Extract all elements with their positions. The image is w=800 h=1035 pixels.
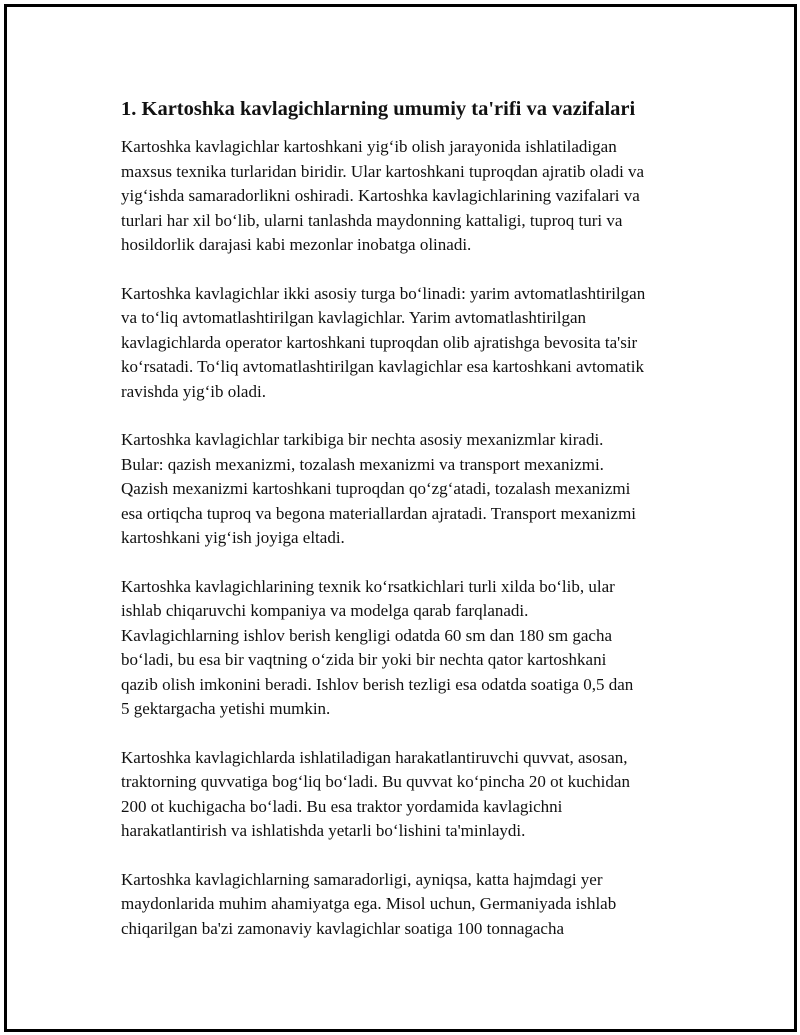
text-line: yig‘ishda samaradorlikni oshiradi. Kartoshka kavlagichlarining vazifalari va bbox=[121, 186, 640, 205]
text-line: Kartoshka kavlagichlarda ishlatiladigan harakatlantiruvchi quvvat, asosan, bbox=[121, 747, 628, 767]
text-line: Kartoshka kavlagichlarning samaradorligi, ayniqsa, katta hajmdagi yer bbox=[121, 869, 603, 889]
text-line: Kartoshka kavlagichlar tarkibiga bir nechta asosiy mexanizmlar kiradi. bbox=[121, 430, 604, 449]
paragraph bbox=[121, 575, 693, 722]
text-line: kartoshkani yig‘ish joyiga eltadi. bbox=[121, 528, 345, 547]
text-line: traktorning quvvatiga bog‘liq bo‘ladi. Bu quvvat ko‘pincha 20 ot kuchidan bbox=[121, 772, 630, 791]
page-frame bbox=[4, 4, 797, 1032]
text-line: turlari har xil bo‘lib, ularni tanlashda maydonning kattaligi, tuproq turi va bbox=[121, 210, 623, 230]
text-line: ishlab chiqaruvchi kompaniya va modelga qarab farqlanadi. bbox=[121, 601, 529, 620]
text-line: kavlagichlarda operator kartoshkani tuproqdan olib ajratishga bevosita ta'sir bbox=[121, 332, 638, 352]
text-line: Qazish mexanizmi kartoshkani tuproqdan qo‘zg‘atadi, tozalash mexanizmi bbox=[121, 479, 631, 498]
text-line: bo‘ladi, bu esa bir vaqtning o‘zida bir yoki bir nechta qator kartoshkani bbox=[121, 650, 607, 669]
text-line: hosildorlik darajasi kabi mezonlar inobatga olinadi. bbox=[121, 235, 472, 254]
paragraph bbox=[121, 746, 693, 844]
text-line: esa ortiqcha tuproq va begona materiallardan ajratadi. Transport mexanizmi bbox=[121, 503, 637, 523]
text-line: qazib olish imkonini beradi. Ishlov berish tezligi esa odatda soatiga 0,5 dan bbox=[121, 674, 634, 694]
paragraph bbox=[121, 282, 693, 405]
text-line: ko‘rsatadi. To‘liq avtomatlashtirilgan kavlagichlar esa kartoshkani avtomatik bbox=[121, 357, 644, 376]
text-line: 200 ot kuchigacha bo‘ladi. Bu esa traktor yordamida kavlagichni bbox=[121, 796, 563, 816]
text-line: 5 gektargacha yetishi mumkin. bbox=[121, 699, 331, 718]
page-content bbox=[121, 95, 693, 965]
text-line: Kartoshka kavlagichlar kartoshkani yig‘ib olish jarayonida ishlatiladigan bbox=[121, 137, 617, 156]
text-line: Kavlagichlarning ishlov berish kengligi odatda 60 sm dan 180 sm gacha bbox=[121, 625, 613, 645]
paragraph bbox=[121, 428, 693, 551]
text-line: maydonlarida muhim ahamiyatga ega. Misol uchun, Germaniyada ishlab bbox=[121, 894, 617, 913]
text-line: ravishda yig‘ib oladi. bbox=[121, 381, 266, 401]
paragraph bbox=[121, 135, 693, 258]
text-line: Kartoshka kavlagichlarining texnik ko‘rsatkichlari turli xilda bo‘lib, ular bbox=[121, 576, 615, 596]
text-line: harakatlantirish va ishlatishda yetarli bo‘lishini ta'minlaydi. bbox=[121, 821, 526, 840]
text-line: chiqarilgan ba'zi zamonaviy kavlagichlar soatiga 100 tonnagacha bbox=[121, 918, 564, 938]
paragraph-list bbox=[121, 135, 693, 941]
text-line: Kartoshka kavlagichlar ikki asosiy turga bo‘linadi: yarim avtomatlashtirilgan bbox=[121, 283, 646, 303]
text-line: Bular: qazish mexanizmi, tozalash mexanizmi va transport mexanizmi. bbox=[121, 454, 604, 474]
text-line: va to‘liq avtomatlashtirilgan kavlagichlar. Yarim avtomatlashtirilgan bbox=[121, 308, 587, 327]
text-line: maxsus texnika turlaridan biridir. Ular kartoshkani tuproqdan ajratib oladi va bbox=[121, 161, 645, 181]
section-heading: 1. Kartoshka kavlagichlarning umumiy ta'rifi va vazifalari bbox=[121, 98, 636, 120]
paragraph bbox=[121, 868, 693, 942]
